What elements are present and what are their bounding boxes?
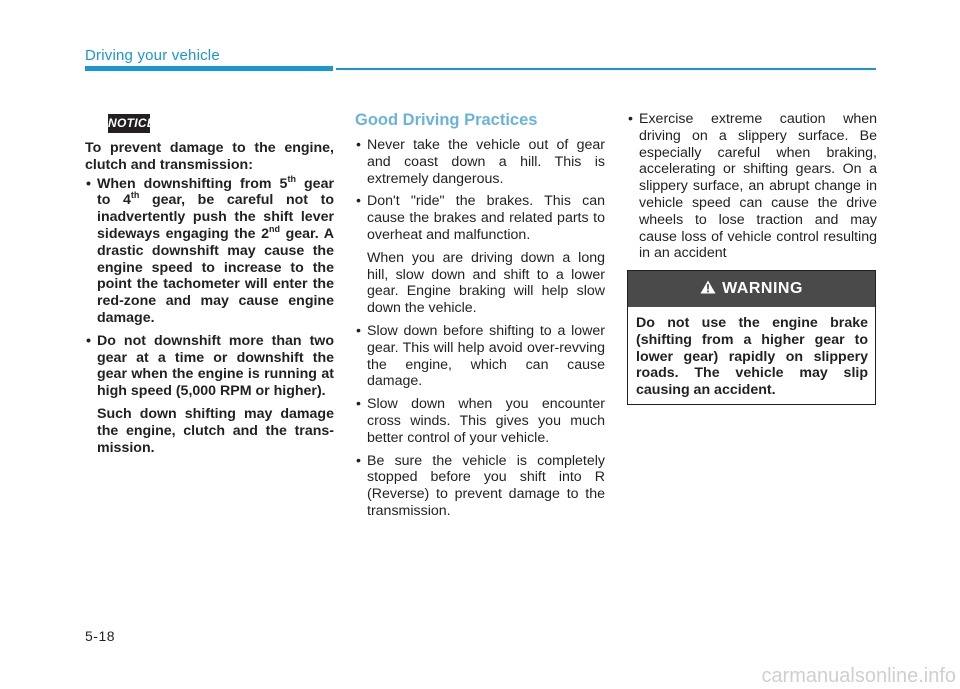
- warning-label: WARNING: [722, 280, 803, 297]
- good-driving-heading: Good Driving Practices: [355, 111, 538, 129]
- slippery-surface-text: [627, 111, 877, 262]
- list-item: • Don't "ride" the brakes. This can cause the brakes and related parts to overheat and malfunction. When you are driving down a long hill, slow down and shift to a lower gear. Engine braking will help slow down the vehicle.: [355, 193, 605, 317]
- header-rule-thin: [336, 68, 876, 70]
- header-rule-thick: [85, 66, 333, 71]
- notice-content: [85, 140, 334, 456]
- warning-text: Do not use the engine brake (shifting from a higher gear to lower gear) rapidly on slippery roads. The vehicle may slip causing an accident.: [636, 315, 868, 399]
- section-title: Driving your vehicle: [85, 47, 220, 64]
- list-item: • Exercise extreme caution when driving on a slippery surface. Be especially careful when braking, accelerating or shifting gears. On a slippery surface, an abrupt change in vehicle speed can cause the drive wheels to lose traction and may cause loss of vehicle control resulting in an accident: [627, 111, 877, 262]
- list-item: • Never take the vehicle out of gear and coast down a hill. This is extremely dangerous.: [355, 137, 605, 187]
- good-driving-list: [355, 137, 605, 526]
- notice-tag: NOTICE: [108, 114, 150, 133]
- notice-intro: To prevent damage to the engine, clutch and transmission:: [85, 140, 334, 173]
- watermark: carmanualsonline.info: [761, 665, 956, 687]
- warning-box: [627, 270, 876, 405]
- warning-triangle-icon: [700, 280, 716, 299]
- page-number: 5-18: [85, 628, 116, 644]
- list-item: • Slow down before shifting to a lower gear. This will help avoid over-revving the engine, which can cause damage.: [355, 323, 605, 390]
- notice-item-two-gears: • Do not downshift more than two gear at a time or downshift the gear when the engine is running at high speed (5,000 RPM or higher). Such down shifting may damage the engine, clutch and the trans-mission.: [85, 333, 334, 457]
- list-item: • Be sure the vehicle is completely stopped before you shift into R (Reverse) to prevent damage to the transmission.: [355, 453, 605, 520]
- warning-header: [628, 271, 875, 307]
- list-item-sub: When you are driving down a long hill, slow down and shift to a lower gear. Engine braking will help slow down the vehicle.: [367, 249, 605, 317]
- notice-item-two-gears-sub: Such down shifting may damage the engine, clutch and the trans-mission.: [97, 405, 334, 456]
- list-item: • Slow down when you encounter cross winds. This gives you much better control of your vehicle.: [355, 396, 605, 446]
- notice-item-downshift-5th: • When downshifting from 5th gear to 4th gear, be careful not to inadvertently push the shift lever sideways engaging the 2nd gear. A drastic downshift may cause the engine speed to increase to the point the tachometer will enter the red-zone and may cause engine damage.: [85, 176, 334, 327]
